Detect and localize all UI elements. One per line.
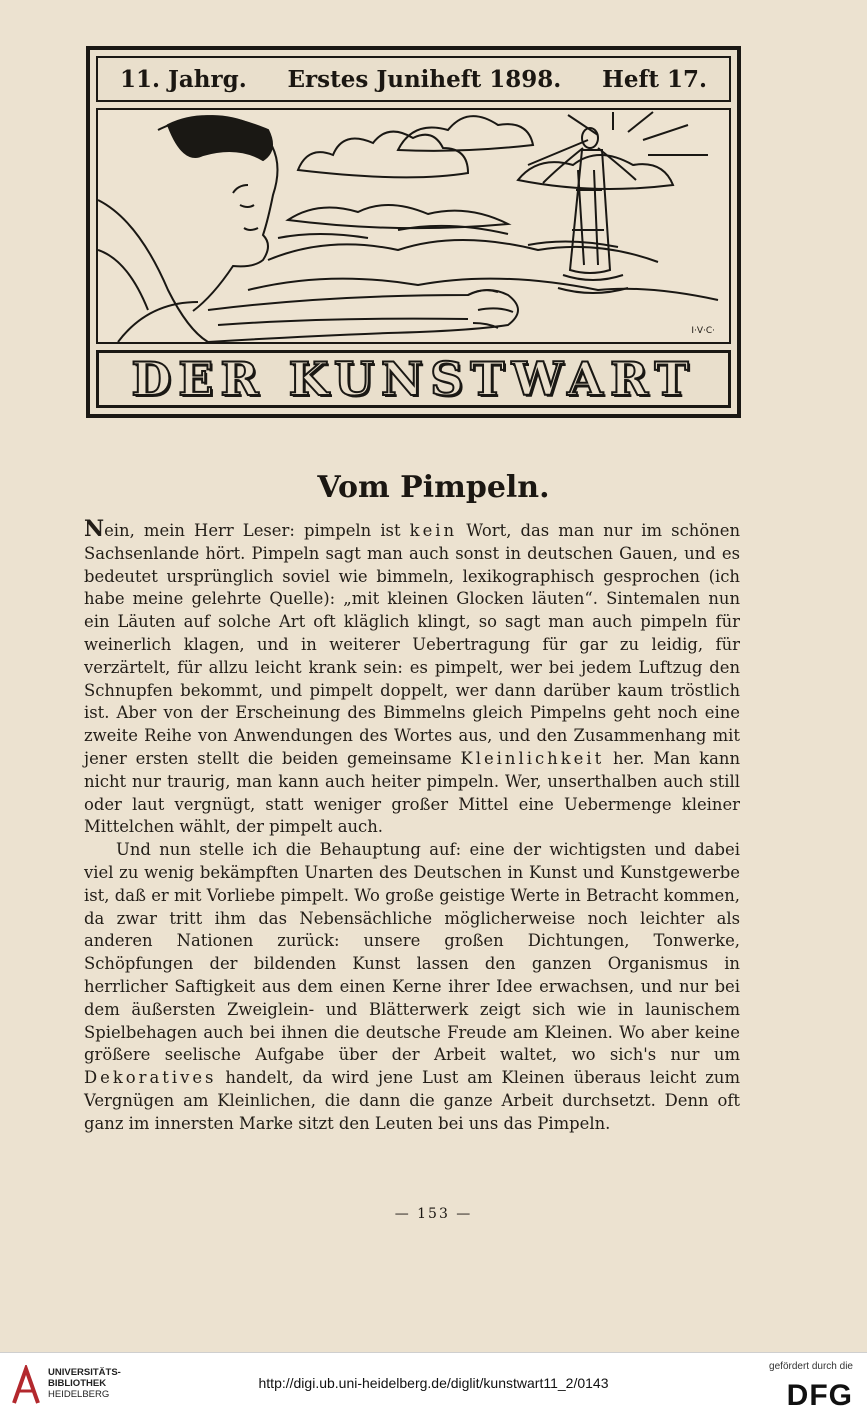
issue-date: Erstes Juniheft 1898. bbox=[287, 65, 562, 93]
journal-title-banner bbox=[96, 350, 731, 408]
p2-emphasis-dekoratives: Dekoratives bbox=[84, 1068, 217, 1088]
masthead-illustration bbox=[96, 108, 731, 344]
p1-text-a: ein, mein Herr Leser: pimpeln ist bbox=[104, 521, 410, 540]
p2-text-b: handelt, da wird jene Lust am Kleinen überaus leicht zum Vergnügen am Kleinlichen, die dann die ganze Arbeit durchsetzt. Denn oft ganz im innersten Marke sitzt den Leuten bei uns das Pimpeln. bbox=[84, 1068, 740, 1133]
page-number: — 153 — bbox=[394, 1206, 473, 1222]
dfg-logo: DFG bbox=[786, 1379, 853, 1412]
article-body bbox=[84, 518, 740, 1136]
p1-emphasis-kein: kein bbox=[409, 521, 458, 540]
library-name-line2: BIBLIOTHEK bbox=[48, 1378, 107, 1389]
p1-text-b: Wort, das man nur im schönen Sachsenlande hört. Pimpeln sagt man auch sonst in deutschen Gauen, und es bedeutet ursprünglich soviel wie bimmeln, lexikographisch gesprochen (ich habe meine gelehrte Quelle): „mit kleinen Glocken läuten“. Sintemalen nun ein Läuten auf solche Art oft kläglich klingt, so sagt man auch pimpeln für weinerlich klagen, und in weiterer Uebertragung für gar zu leidig, für verzärtelt, für allzu leicht krank sein: es pimpelt, wer bei jedem Luftzug den Schnupfen bekommt, und pimpelt doppelt, wer dann darüber kaum tröstlich ist. Aber von der Erscheinung des Bimmelns gleich Pimpelns geht noch eine zweite Reihe von Anwendungen des Wortes aus, und den Zusammenhang mit jener ersten stellt die beiden gemeinsame bbox=[84, 521, 740, 768]
drop-cap: N bbox=[84, 516, 105, 542]
library-name-line1: UNIVERSITÄTS- bbox=[48, 1367, 121, 1378]
journal-title: DER KUNSTWART bbox=[131, 352, 696, 406]
source-url-link[interactable]: http://digi.ub.uni-heidelberg.de/diglit/kunstwart11_2/0143 bbox=[258, 1375, 609, 1391]
illustration-drawing bbox=[98, 110, 729, 342]
funding-note: gefördert durch die bbox=[769, 1361, 853, 1372]
masthead-header bbox=[96, 56, 731, 102]
library-name-line3: HEIDELBERG bbox=[48, 1389, 110, 1400]
paragraph-1 bbox=[84, 518, 740, 839]
issue-number: Heft 17. bbox=[602, 65, 707, 93]
masthead bbox=[86, 46, 741, 418]
volume-label: 11. Jahrg. bbox=[120, 65, 247, 93]
p2-text-a: Und nun stelle ich die Behauptung auf: eine der wichtigsten und dabei viel zu wenig bekämpften Unarten des Deutschen in Kunst und Kunstgewerbe ist, daß er mit Vorliebe pimpelt. Wo große geistige Werte in Betracht kommen, da zwar tritt ihm das Nebensächliche möglicherweise noch leichter als anderen Nationen zurück: unsere großen Dichtungen, Tonwerke, Schöpfungen der bildenden Kunst lassen den ganzen Organismus in herrlicher Saftigkeit aus dem einen Kerne ihrer Idee erwachsen, und nur bei dem äußersten Zweiglein- und Blätterwerk zeigt sich wie in launischem Spielbehagen auch bei ihnen die deutsche Freude am Kleinen. Wo aber keine größere seelische Aufgabe über der Arbeit waltet, wo sich's nur um bbox=[84, 840, 740, 1065]
article-headline: Vom Pimpeln. bbox=[317, 470, 550, 505]
p1-text-c: her. Man kann nicht nur traurig, man kann auch heiter pimpeln. Wer, unserthalben auch still oder laut vergnügt, statt weniger großer Mittel eine Uebermenge kleiner Mittelchen wählt, der pimpelt auch. bbox=[84, 748, 740, 837]
paragraph-2 bbox=[84, 839, 740, 1135]
digitization-footer bbox=[0, 1352, 867, 1417]
p1-emphasis-kleinlichkeit: Kleinlichkeit bbox=[460, 748, 605, 768]
artist-monogram: I·V·C· bbox=[691, 326, 715, 336]
